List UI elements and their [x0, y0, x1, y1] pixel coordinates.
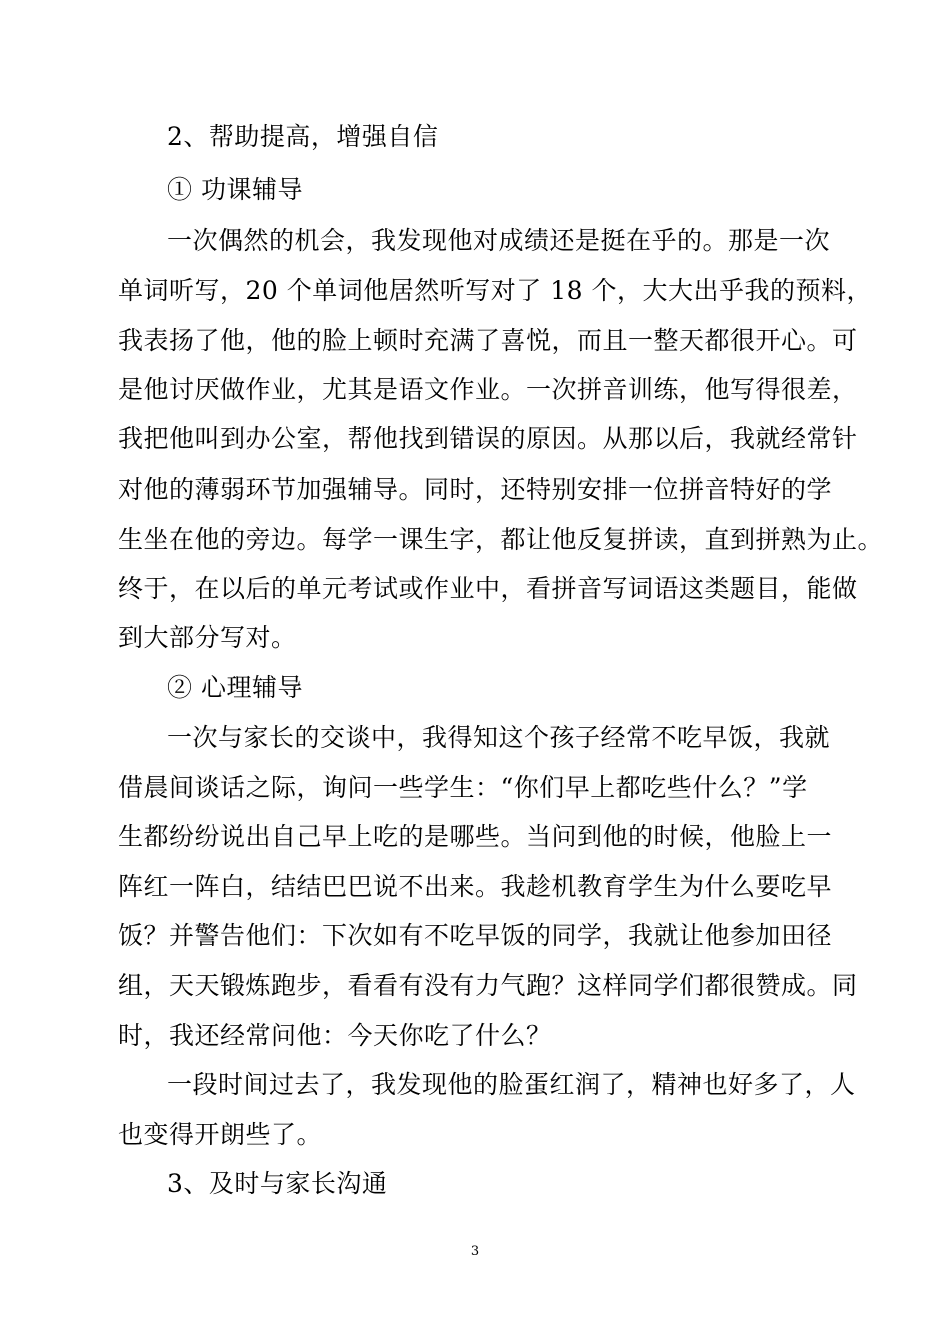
paragraph-line: 生坐在他的旁边。每学一课生字，都让他反复拼读，直到拼熟为止。 — [118, 525, 884, 554]
paragraph-line: 终于，在以后的单元考试或作业中，看拼音写词语这类题目，能做 — [118, 574, 858, 603]
paragraph-line: 生都纷纷说出自己早上吃的是哪些。当问到他的时候，他脸上一 — [118, 822, 833, 851]
page-number: 3 — [470, 1244, 480, 1259]
paragraph-line: 对他的薄弱环节加强辅导。同时，还特别安排一位拼音特好的学 — [118, 475, 833, 504]
paragraph-line: 单词听写，20 个单词他居然听写对了 18 个，大大出乎我的预料， — [118, 276, 872, 305]
paragraph-line: 我把他叫到办公室，帮他找到错误的原因。从那以后，我就经常针 — [118, 424, 858, 453]
paragraph-line: 一段时间过去了，我发现他的脸蛋红润了，精神也好多了，人 — [167, 1070, 856, 1099]
paragraph-line: 借晨间谈话之际，询问一些学生：“你们早上都吃些什么？”学 — [118, 773, 808, 802]
paragraph-line: 一次与家长的交谈中，我得知这个孩子经常不吃早饭，我就 — [167, 723, 831, 752]
paragraph-line: 也变得开朗些了。 — [118, 1120, 323, 1149]
section-heading-3: 3、及时与家长沟通 — [167, 1169, 388, 1198]
section-heading-2: 2、帮助提高，增强自信 — [167, 122, 439, 151]
paragraph-line: 到大部分写对。 — [118, 623, 297, 652]
paragraph-line: 饭？并警告他们：下次如有不吃早饭的同学，我就让他参加田径 — [118, 921, 833, 950]
paragraph-line: 时，我还经常问他：今天你吃了什么？ — [118, 1021, 552, 1050]
subheading-homework-tutoring: ① 功课辅导 — [167, 175, 303, 204]
paragraph-line: 是他讨厌做作业，尤其是语文作业。一次拼音训练，他写得很差， — [118, 375, 858, 404]
paragraph-line: 一次偶然的机会，我发现他对成绩还是挺在乎的。那是一次 — [167, 226, 831, 255]
subheading-psychological-tutoring: ② 心理辅导 — [167, 673, 303, 702]
paragraph-line: 我表扬了他，他的脸上顿时充满了喜悦，而且一整天都很开心。可 — [118, 326, 858, 355]
paragraph-line: 阵红一阵白，结结巴巴说不出来。我趁机教育学生为什么要吃早 — [118, 872, 833, 901]
paragraph-line: 组，天天锻炼跑步，看看有没有力气跑？这样同学们都很赞成。同 — [118, 971, 858, 1000]
